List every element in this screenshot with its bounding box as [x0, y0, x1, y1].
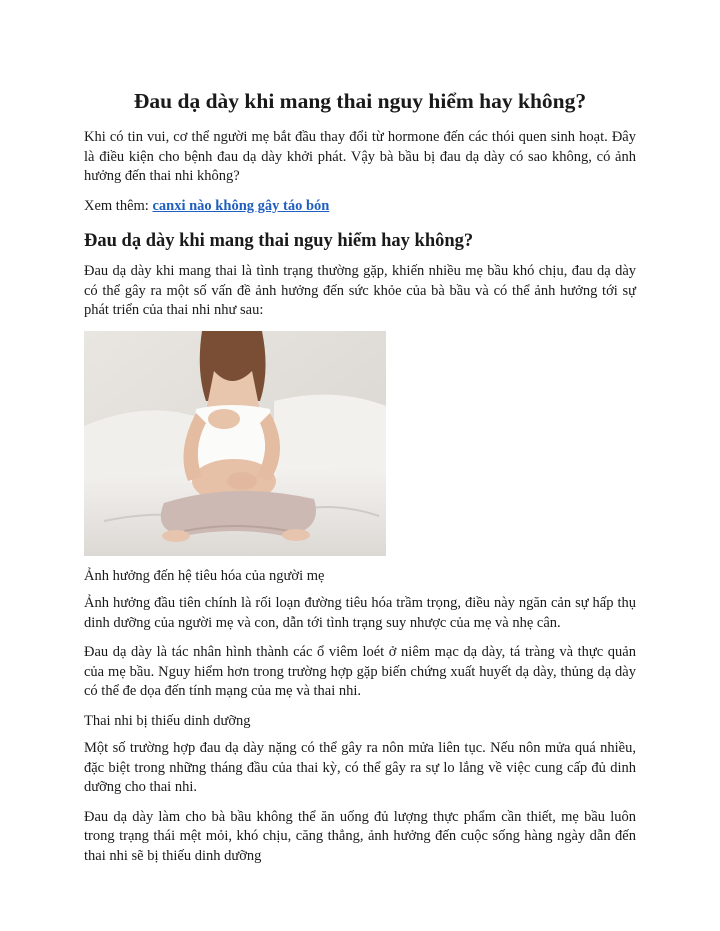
subheading-nutrition: Thai nhi bị thiếu dinh dưỡng [84, 712, 251, 729]
paragraph-nutrition-2: Đau dạ dày làm cho bà bầu không thể ăn uống đủ lượng thực phẩm cần thiết, mẹ bầu luôn trong trạng thái mệt mỏi, khó chịu, căng thẳng, ảnh hưởng đến cuộc sống hàng ngày dẫn đến thai nhi sẽ bị thiếu dinh dưỡng [84, 808, 636, 864]
section-intro-paragraph: Đau dạ dày khi mang thai là tình trạng thường gặp, khiến nhiều mẹ bầu khó chịu, đau dạ dày có thể gây ra một số vấn đề ảnh hưởng đến sức khỏe của bà bầu và có thể ảnh hưởng tới sự phát triển của thai nhi như sau: [84, 263, 636, 318]
pregnant-woman-photo [84, 331, 386, 556]
intro-paragraph: Khi có tin vui, cơ thể người mẹ bắt đầu thay đổi từ hormone đến các thói quen sinh hoạt. Đây là điều kiện cho bệnh đau dạ dày khởi phát. Vậy bà bầu bị đau dạ dày có sao không, có ảnh hưởng đến thai nhi không? [84, 129, 636, 184]
page-title: Đau dạ dày khi mang thai nguy hiểm hay không? [133, 89, 587, 113]
paragraph-nutrition-1: Một số trường hợp đau dạ dày nặng có thể gây ra nôn mửa liên tục. Nếu nôn mửa quá nhiều, đặc biệt trong những tháng đầu của thai kỳ, có thể gây ra sự lo lắng về việc cung cấp đủ dinh dưỡng cho thai nhi. [84, 740, 636, 795]
see-also-line [84, 197, 636, 217]
subheading-digestive: Ảnh hưởng đến hệ tiêu hóa của người mẹ [84, 567, 325, 584]
see-also-prefix: Xem thêm: [84, 197, 153, 214]
see-also-link[interactable]: canxi nào không gây táo bón [152, 197, 330, 214]
section-heading: Đau dạ dày khi mang thai nguy hiểm hay không? [84, 231, 474, 251]
paragraph-digestive-1: Ảnh hưởng đầu tiên chính là rối loạn đường tiêu hóa trầm trọng, điều này ngăn cản sự hấp thụ dinh dưỡng của người mẹ và con, dẫn tới tình trạng suy nhược của mẹ và nhẹ cân. [84, 595, 636, 631]
paragraph-digestive-2: Đau dạ dày là tác nhân hình thành các ổ viêm loét ở niêm mạc dạ dày, tá tràng và thực quản của mẹ bầu. Nguy hiểm hơn trong trường hợp gặp biến chứng xuất huyết dạ dày, thủng dạ dày có thể đe dọa đến tính mạng của mẹ và thai nhi. [84, 644, 636, 699]
